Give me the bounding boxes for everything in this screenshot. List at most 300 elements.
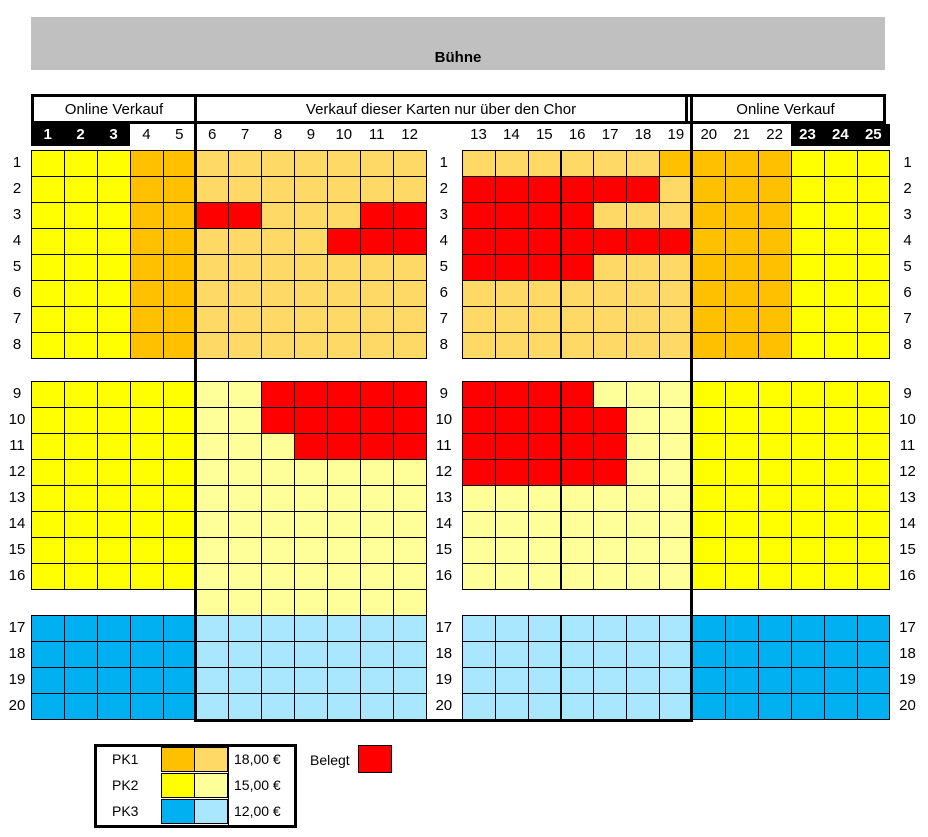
- seat[interactable]: [824, 667, 858, 694]
- seat[interactable]: [725, 485, 759, 512]
- seat[interactable]: [758, 433, 792, 460]
- seat[interactable]: [360, 306, 394, 333]
- seat[interactable]: [393, 280, 427, 307]
- seat[interactable]: [561, 693, 595, 720]
- seat[interactable]: [64, 615, 98, 642]
- seat[interactable]: [97, 667, 131, 694]
- seat[interactable]: [261, 150, 295, 177]
- seat[interactable]: [725, 537, 759, 564]
- seat[interactable]: [163, 332, 197, 359]
- seat[interactable]: [593, 563, 627, 590]
- seat[interactable]: [196, 407, 230, 434]
- seat[interactable]: [659, 280, 693, 307]
- seat[interactable]: [758, 176, 792, 203]
- seat[interactable]: [495, 150, 529, 177]
- seat[interactable]: [228, 641, 262, 668]
- seat[interactable]: [692, 641, 726, 668]
- seat[interactable]: [857, 433, 891, 460]
- seat[interactable]: [31, 433, 65, 460]
- seat[interactable]: [495, 537, 529, 564]
- seat[interactable]: [327, 150, 361, 177]
- seat[interactable]: [692, 280, 726, 307]
- seat[interactable]: [228, 693, 262, 720]
- seat[interactable]: [758, 615, 792, 642]
- seat[interactable]: [824, 280, 858, 307]
- seat[interactable]: [758, 459, 792, 486]
- seat[interactable]: [593, 306, 627, 333]
- seat[interactable]: [758, 511, 792, 538]
- seat[interactable]: [130, 511, 164, 538]
- seat[interactable]: [228, 667, 262, 694]
- seat[interactable]: [228, 407, 262, 434]
- seat[interactable]: [163, 433, 197, 460]
- seat[interactable]: [294, 176, 328, 203]
- seat[interactable]: [659, 615, 693, 642]
- seat[interactable]: [97, 537, 131, 564]
- seat[interactable]: [528, 693, 562, 720]
- seat[interactable]: [692, 511, 726, 538]
- seat[interactable]: [130, 150, 164, 177]
- seat[interactable]: [692, 254, 726, 281]
- seat[interactable]: [130, 202, 164, 229]
- seat[interactable]: [31, 381, 65, 408]
- seat[interactable]: [824, 202, 858, 229]
- seat[interactable]: [196, 332, 230, 359]
- seat[interactable]: [462, 485, 496, 512]
- seat-occupied[interactable]: [561, 202, 595, 229]
- seat[interactable]: [64, 254, 98, 281]
- seat[interactable]: [228, 381, 262, 408]
- seat[interactable]: [163, 511, 197, 538]
- seat-occupied[interactable]: [360, 381, 394, 408]
- seat[interactable]: [130, 537, 164, 564]
- seat-occupied[interactable]: [462, 381, 496, 408]
- seat[interactable]: [130, 693, 164, 720]
- seat[interactable]: [327, 641, 361, 668]
- seat[interactable]: [791, 306, 825, 333]
- seat[interactable]: [791, 511, 825, 538]
- seat[interactable]: [758, 150, 792, 177]
- seat[interactable]: [64, 459, 98, 486]
- seat[interactable]: [593, 381, 627, 408]
- seat[interactable]: [593, 254, 627, 281]
- seat[interactable]: [261, 693, 295, 720]
- seat-occupied[interactable]: [528, 459, 562, 486]
- seat[interactable]: [495, 511, 529, 538]
- seat[interactable]: [327, 563, 361, 590]
- seat[interactable]: [692, 485, 726, 512]
- seat[interactable]: [196, 485, 230, 512]
- seat[interactable]: [294, 228, 328, 255]
- seat[interactable]: [593, 641, 627, 668]
- seat[interactable]: [824, 306, 858, 333]
- seat[interactable]: [593, 511, 627, 538]
- seat[interactable]: [294, 150, 328, 177]
- seat[interactable]: [495, 615, 529, 642]
- seat[interactable]: [228, 332, 262, 359]
- seat[interactable]: [294, 280, 328, 307]
- seat[interactable]: [462, 306, 496, 333]
- seat[interactable]: [31, 150, 65, 177]
- seat[interactable]: [393, 332, 427, 359]
- seat-occupied[interactable]: [495, 459, 529, 486]
- seat[interactable]: [561, 332, 595, 359]
- seat-occupied[interactable]: [327, 228, 361, 255]
- seat-occupied[interactable]: [593, 407, 627, 434]
- seat-occupied[interactable]: [261, 381, 295, 408]
- seat[interactable]: [393, 485, 427, 512]
- seat-occupied[interactable]: [360, 202, 394, 229]
- seat[interactable]: [462, 641, 496, 668]
- seat[interactable]: [626, 641, 660, 668]
- seat[interactable]: [163, 667, 197, 694]
- seat[interactable]: [64, 563, 98, 590]
- seat[interactable]: [626, 615, 660, 642]
- seat[interactable]: [561, 306, 595, 333]
- seat[interactable]: [163, 228, 197, 255]
- seat[interactable]: [97, 641, 131, 668]
- seat[interactable]: [360, 485, 394, 512]
- seat[interactable]: [327, 202, 361, 229]
- seat[interactable]: [294, 563, 328, 590]
- seat[interactable]: [626, 693, 660, 720]
- seat[interactable]: [626, 459, 660, 486]
- seat[interactable]: [261, 202, 295, 229]
- seat[interactable]: [228, 537, 262, 564]
- seat[interactable]: [824, 485, 858, 512]
- seat[interactable]: [462, 280, 496, 307]
- seat[interactable]: [130, 433, 164, 460]
- seat-occupied[interactable]: [561, 381, 595, 408]
- seat[interactable]: [196, 511, 230, 538]
- seat[interactable]: [659, 485, 693, 512]
- seat[interactable]: [857, 332, 891, 359]
- seat[interactable]: [824, 563, 858, 590]
- seat[interactable]: [725, 615, 759, 642]
- seat-occupied[interactable]: [462, 433, 496, 460]
- seat[interactable]: [857, 150, 891, 177]
- seat[interactable]: [97, 150, 131, 177]
- seat[interactable]: [360, 589, 394, 616]
- seat[interactable]: [857, 280, 891, 307]
- seat-occupied[interactable]: [228, 202, 262, 229]
- seat[interactable]: [31, 693, 65, 720]
- seat[interactable]: [294, 667, 328, 694]
- seat[interactable]: [528, 667, 562, 694]
- seat[interactable]: [327, 254, 361, 281]
- seat[interactable]: [791, 176, 825, 203]
- seat[interactable]: [692, 615, 726, 642]
- seat[interactable]: [393, 511, 427, 538]
- seat[interactable]: [791, 433, 825, 460]
- seat[interactable]: [130, 563, 164, 590]
- seat[interactable]: [593, 202, 627, 229]
- seat[interactable]: [561, 641, 595, 668]
- seat[interactable]: [31, 667, 65, 694]
- seat[interactable]: [593, 280, 627, 307]
- seat[interactable]: [593, 332, 627, 359]
- seat[interactable]: [725, 459, 759, 486]
- seat[interactable]: [692, 667, 726, 694]
- seat[interactable]: [857, 306, 891, 333]
- seat[interactable]: [495, 332, 529, 359]
- seat[interactable]: [758, 407, 792, 434]
- seat[interactable]: [261, 280, 295, 307]
- seat[interactable]: [692, 332, 726, 359]
- seat[interactable]: [163, 381, 197, 408]
- seat[interactable]: [561, 511, 595, 538]
- seat[interactable]: [758, 485, 792, 512]
- seat-occupied[interactable]: [261, 407, 295, 434]
- seat[interactable]: [163, 407, 197, 434]
- seat[interactable]: [725, 254, 759, 281]
- seat-occupied[interactable]: [626, 228, 660, 255]
- seat[interactable]: [163, 693, 197, 720]
- seat[interactable]: [196, 641, 230, 668]
- seat[interactable]: [228, 176, 262, 203]
- seat[interactable]: [824, 332, 858, 359]
- seat[interactable]: [824, 459, 858, 486]
- seat[interactable]: [824, 433, 858, 460]
- seat[interactable]: [130, 306, 164, 333]
- seat[interactable]: [261, 563, 295, 590]
- seat-occupied[interactable]: [495, 176, 529, 203]
- seat[interactable]: [130, 641, 164, 668]
- seat[interactable]: [824, 228, 858, 255]
- seat-occupied[interactable]: [294, 407, 328, 434]
- seat[interactable]: [64, 280, 98, 307]
- seat[interactable]: [791, 280, 825, 307]
- seat[interactable]: [360, 511, 394, 538]
- seat[interactable]: [659, 407, 693, 434]
- seat-occupied[interactable]: [561, 254, 595, 281]
- seat[interactable]: [196, 589, 230, 616]
- seat[interactable]: [824, 407, 858, 434]
- seat[interactable]: [758, 641, 792, 668]
- seat[interactable]: [261, 537, 295, 564]
- seat[interactable]: [393, 641, 427, 668]
- seat[interactable]: [130, 280, 164, 307]
- seat[interactable]: [528, 280, 562, 307]
- seat[interactable]: [725, 407, 759, 434]
- seat[interactable]: [97, 433, 131, 460]
- seat[interactable]: [228, 485, 262, 512]
- seat[interactable]: [64, 176, 98, 203]
- seat[interactable]: [294, 332, 328, 359]
- seat[interactable]: [593, 667, 627, 694]
- seat[interactable]: [294, 459, 328, 486]
- seat[interactable]: [824, 176, 858, 203]
- seat[interactable]: [692, 176, 726, 203]
- seat-occupied[interactable]: [528, 228, 562, 255]
- seat-occupied[interactable]: [462, 228, 496, 255]
- seat-occupied[interactable]: [659, 228, 693, 255]
- seat-occupied[interactable]: [294, 433, 328, 460]
- seat[interactable]: [360, 537, 394, 564]
- seat[interactable]: [163, 459, 197, 486]
- seat[interactable]: [725, 433, 759, 460]
- seat[interactable]: [360, 667, 394, 694]
- seat[interactable]: [659, 254, 693, 281]
- seat[interactable]: [791, 407, 825, 434]
- seat[interactable]: [626, 407, 660, 434]
- seat[interactable]: [360, 459, 394, 486]
- seat[interactable]: [327, 176, 361, 203]
- seat[interactable]: [692, 563, 726, 590]
- seat[interactable]: [228, 306, 262, 333]
- seat[interactable]: [626, 511, 660, 538]
- seat[interactable]: [228, 563, 262, 590]
- seat[interactable]: [261, 433, 295, 460]
- seat[interactable]: [360, 150, 394, 177]
- seat[interactable]: [791, 381, 825, 408]
- seat[interactable]: [261, 306, 295, 333]
- seat[interactable]: [462, 693, 496, 720]
- seat[interactable]: [196, 693, 230, 720]
- seat[interactable]: [791, 563, 825, 590]
- seat[interactable]: [130, 485, 164, 512]
- seat[interactable]: [327, 459, 361, 486]
- seat[interactable]: [261, 485, 295, 512]
- seat-occupied[interactable]: [561, 433, 595, 460]
- seat[interactable]: [758, 254, 792, 281]
- seat[interactable]: [393, 459, 427, 486]
- seat-occupied[interactable]: [561, 228, 595, 255]
- seat[interactable]: [196, 563, 230, 590]
- seat[interactable]: [791, 667, 825, 694]
- seat[interactable]: [626, 332, 660, 359]
- seat[interactable]: [196, 280, 230, 307]
- seat[interactable]: [327, 280, 361, 307]
- seat[interactable]: [130, 381, 164, 408]
- seat-occupied[interactable]: [393, 433, 427, 460]
- seat[interactable]: [528, 563, 562, 590]
- seat[interactable]: [261, 641, 295, 668]
- seat[interactable]: [196, 667, 230, 694]
- seat[interactable]: [393, 176, 427, 203]
- seat[interactable]: [196, 254, 230, 281]
- seat[interactable]: [261, 176, 295, 203]
- seat[interactable]: [692, 537, 726, 564]
- seat[interactable]: [294, 485, 328, 512]
- seat[interactable]: [228, 254, 262, 281]
- seat[interactable]: [97, 563, 131, 590]
- seat[interactable]: [758, 537, 792, 564]
- seat[interactable]: [659, 511, 693, 538]
- seat[interactable]: [163, 176, 197, 203]
- seat[interactable]: [327, 332, 361, 359]
- seat[interactable]: [64, 150, 98, 177]
- seat-occupied[interactable]: [495, 202, 529, 229]
- seat-occupied[interactable]: [528, 433, 562, 460]
- seat[interactable]: [294, 202, 328, 229]
- seat[interactable]: [31, 459, 65, 486]
- seat[interactable]: [857, 693, 891, 720]
- seat[interactable]: [561, 563, 595, 590]
- seat[interactable]: [824, 537, 858, 564]
- seat[interactable]: [31, 563, 65, 590]
- seat[interactable]: [725, 563, 759, 590]
- seat[interactable]: [692, 433, 726, 460]
- seat[interactable]: [393, 615, 427, 642]
- seat[interactable]: [725, 150, 759, 177]
- seat[interactable]: [528, 511, 562, 538]
- seat[interactable]: [64, 202, 98, 229]
- seat[interactable]: [791, 693, 825, 720]
- seat[interactable]: [294, 641, 328, 668]
- seat[interactable]: [725, 381, 759, 408]
- seat-occupied[interactable]: [561, 407, 595, 434]
- seat[interactable]: [659, 433, 693, 460]
- seat[interactable]: [163, 485, 197, 512]
- seat[interactable]: [593, 615, 627, 642]
- seat-occupied[interactable]: [561, 176, 595, 203]
- seat[interactable]: [64, 433, 98, 460]
- seat[interactable]: [163, 306, 197, 333]
- seat[interactable]: [31, 615, 65, 642]
- seat[interactable]: [360, 332, 394, 359]
- seat[interactable]: [495, 485, 529, 512]
- seat-occupied[interactable]: [393, 407, 427, 434]
- seat[interactable]: [163, 202, 197, 229]
- seat[interactable]: [791, 641, 825, 668]
- seat[interactable]: [791, 537, 825, 564]
- seat[interactable]: [64, 228, 98, 255]
- seat-occupied[interactable]: [528, 381, 562, 408]
- seat[interactable]: [857, 202, 891, 229]
- seat-occupied[interactable]: [327, 433, 361, 460]
- seat[interactable]: [857, 459, 891, 486]
- seat[interactable]: [163, 254, 197, 281]
- seat[interactable]: [97, 407, 131, 434]
- seat[interactable]: [360, 254, 394, 281]
- seat[interactable]: [528, 615, 562, 642]
- seat-occupied[interactable]: [393, 228, 427, 255]
- seat[interactable]: [228, 150, 262, 177]
- seat[interactable]: [393, 306, 427, 333]
- seat[interactable]: [294, 693, 328, 720]
- seat[interactable]: [196, 228, 230, 255]
- seat[interactable]: [228, 228, 262, 255]
- seat[interactable]: [593, 693, 627, 720]
- seat-occupied[interactable]: [327, 381, 361, 408]
- seat[interactable]: [626, 202, 660, 229]
- seat[interactable]: [294, 589, 328, 616]
- seat[interactable]: [725, 280, 759, 307]
- seat[interactable]: [261, 228, 295, 255]
- seat[interactable]: [725, 332, 759, 359]
- seat[interactable]: [130, 407, 164, 434]
- seat[interactable]: [692, 459, 726, 486]
- seat[interactable]: [64, 537, 98, 564]
- seat-occupied[interactable]: [593, 459, 627, 486]
- seat[interactable]: [64, 306, 98, 333]
- seat-occupied[interactable]: [495, 407, 529, 434]
- seat[interactable]: [393, 667, 427, 694]
- seat[interactable]: [495, 667, 529, 694]
- seat-occupied[interactable]: [495, 228, 529, 255]
- seat-occupied[interactable]: [462, 407, 496, 434]
- seat[interactable]: [692, 202, 726, 229]
- seat[interactable]: [692, 228, 726, 255]
- seat[interactable]: [228, 459, 262, 486]
- seat[interactable]: [824, 381, 858, 408]
- seat[interactable]: [31, 511, 65, 538]
- seat[interactable]: [626, 563, 660, 590]
- seat[interactable]: [294, 254, 328, 281]
- seat-occupied[interactable]: [528, 407, 562, 434]
- seat[interactable]: [261, 511, 295, 538]
